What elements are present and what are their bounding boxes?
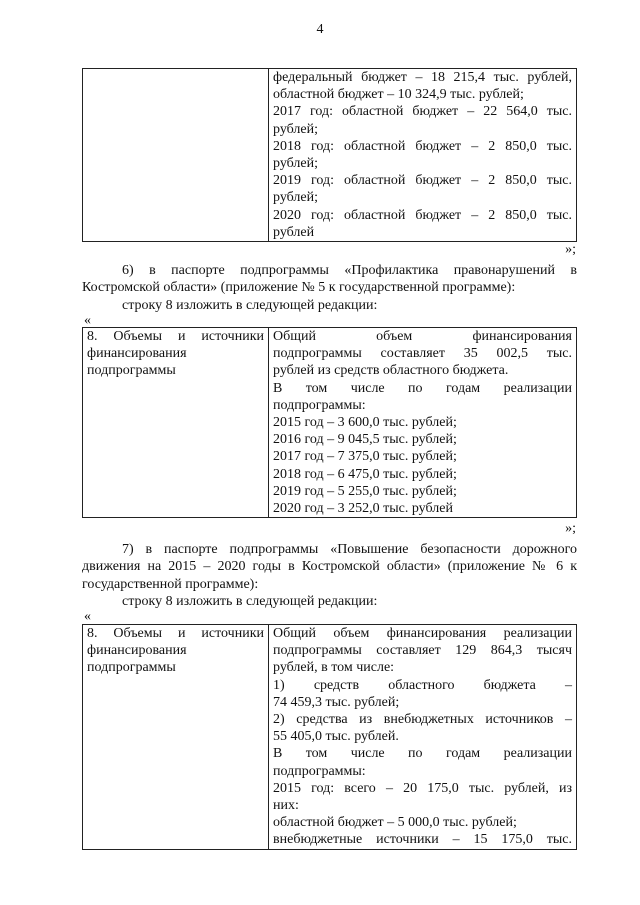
row-label-line: финансирования xyxy=(87,346,187,362)
text-line: областной бюджет – 10 324,9 тыс. рублей; xyxy=(273,87,524,103)
opening-quote: « xyxy=(84,313,91,328)
paragraph-line: 6) в паспорте подпрограммы «Профилактика правонарушений в xyxy=(122,263,577,278)
text-line: В том числе по годам реализации xyxy=(273,746,572,762)
text-line: 2015 год – 3 600,0 тыс. рублей; xyxy=(273,415,457,431)
text-line: 2015 год: всего – 20 175,0 тыс. рублей, из xyxy=(273,780,572,796)
instruction-line: строку 8 изложить в следующей редакции: xyxy=(122,594,378,610)
row-label-line: подпрограммы xyxy=(87,363,176,379)
text-line: подпрограммы: xyxy=(273,397,366,413)
paragraph-line: движения на 2015 – 2020 годы в Костромской области» (приложение № 6 к xyxy=(82,559,577,575)
table-right-cell xyxy=(269,328,577,518)
table-left-cell xyxy=(83,328,269,518)
funding-table-continued xyxy=(82,68,577,242)
closing-quote: »; xyxy=(565,521,576,536)
text-line: 2017 год: областной бюджет – 22 564,0 тыс. xyxy=(273,104,572,120)
text-line: рублей xyxy=(273,224,315,240)
text-line: подпрограммы: xyxy=(273,763,366,779)
text-line: рублей; xyxy=(273,190,318,206)
table-left-cell xyxy=(83,625,269,850)
text-line: В том числе по годам реализации xyxy=(273,380,572,396)
text-line: Общий объем финансирования xyxy=(273,329,572,344)
paragraph-line: Костромской области» (приложение № 5 к государственной программе): xyxy=(82,280,516,296)
text-line: 2020 год: областной бюджет – 2 850,0 тыс. xyxy=(273,207,572,223)
text-line: них: xyxy=(273,798,299,814)
table-right-cell xyxy=(269,69,577,242)
funding-table-section-6 xyxy=(82,327,577,518)
text-line: 55 405,0 тыс. рублей. xyxy=(273,729,399,745)
text-line: областной бюджет – 5 000,0 тыс. рублей; xyxy=(273,815,517,831)
closing-quote: »; xyxy=(565,242,576,257)
text-line: 2) средства из внебюджетных источников – xyxy=(273,712,572,728)
table-right-cell xyxy=(269,625,577,850)
instruction-line: строку 8 изложить в следующей редакции: xyxy=(122,297,378,313)
text-line: рублей, в том числе: xyxy=(273,660,395,676)
text-line: 1) средств областного бюджета – xyxy=(273,677,572,693)
text-line: 2020 год – 3 252,0 тыс. рублей xyxy=(273,501,453,517)
text-line: подпрограммы составляет 35 002,5 тыс. xyxy=(273,346,572,362)
text-line: рублей; xyxy=(273,121,318,137)
text-line: внебюджетные источники – 15 175,0 тыс. xyxy=(273,832,572,848)
row-label-line: финансирования xyxy=(87,643,187,659)
section-6-paragraph xyxy=(82,262,577,314)
funding-table-section-7 xyxy=(82,624,577,850)
paragraph-line: государственной программе): xyxy=(82,576,259,592)
text-line: Общий объем финансирования реализации xyxy=(273,626,572,641)
table-left-cell xyxy=(83,69,269,242)
text-line: 2018 год – 6 475,0 тыс. рублей; xyxy=(273,466,457,482)
section-7-paragraph xyxy=(82,541,577,611)
text-line: рублей; xyxy=(273,156,318,172)
row-label-line: подпрограммы xyxy=(87,660,176,676)
text-line: федеральный бюджет – 18 215,4 тыс. рублей, xyxy=(273,70,572,85)
paragraph-line: 7) в паспорте подпрограммы «Повышение безопасности дорожного xyxy=(122,542,577,557)
text-line: 2019 год: областной бюджет – 2 850,0 тыс. xyxy=(273,173,572,189)
text-line: подпрограммы составляет 129 864,3 тысяч xyxy=(273,643,572,659)
text-line: 74 459,3 тыс. рублей; xyxy=(273,694,400,710)
opening-quote: « xyxy=(84,609,91,624)
text-line: 2019 год – 5 255,0 тыс. рублей; xyxy=(273,483,457,499)
text-line: 2017 год – 7 375,0 тыс. рублей; xyxy=(273,449,457,465)
row-label-line: 8. Объемы и источники xyxy=(87,329,264,344)
page-number: 4 xyxy=(316,22,324,37)
text-line: 2016 год – 9 045,5 тыс. рублей; xyxy=(273,432,457,448)
row-label-line: 8. Объемы и источники xyxy=(87,626,264,641)
text-line: 2018 год: областной бюджет – 2 850,0 тыс. xyxy=(273,138,572,154)
text-line: рублей из средств областного бюджета. xyxy=(273,363,509,379)
